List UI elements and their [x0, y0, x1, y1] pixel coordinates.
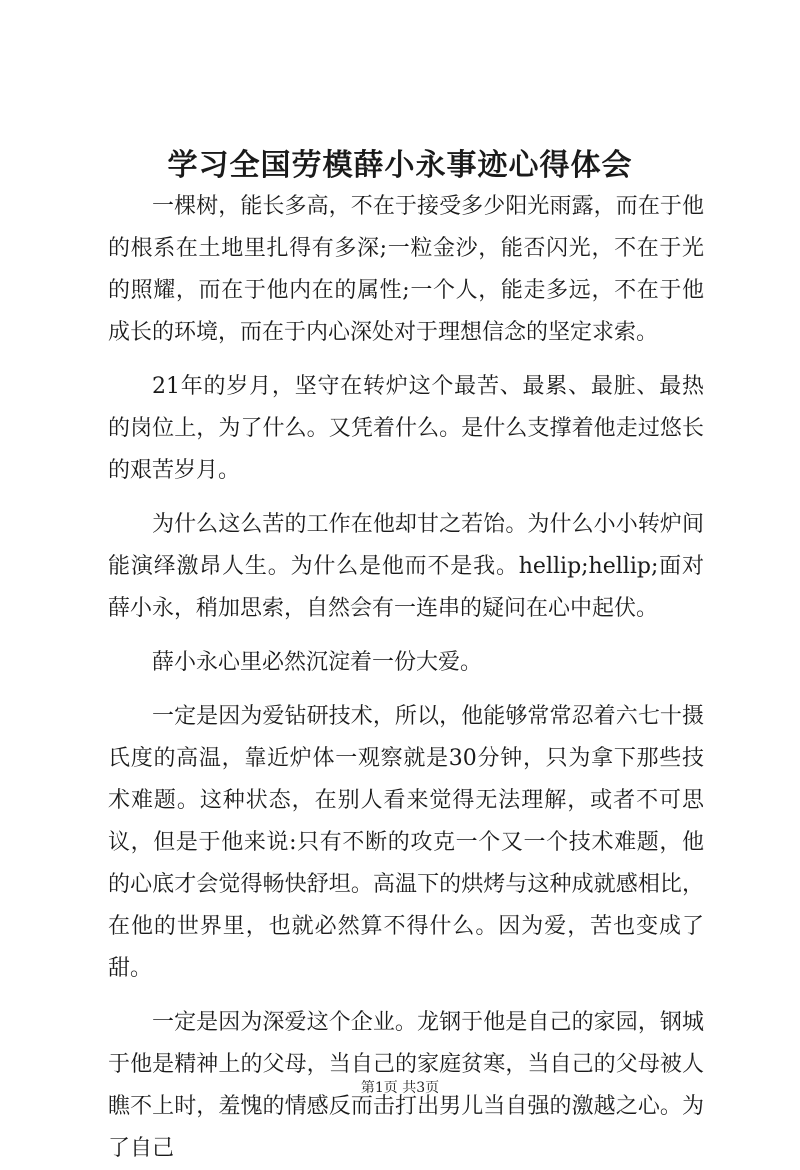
page-footer: 第1页 共3页: [360, 1080, 440, 1096]
paragraph: 21年的岁月，坚守在转炉这个最苦、最累、最脏、最热的岗位上，为了什么。又凭着什么。是什么支撑着他走过悠长的艰苦岁月。: [108, 374, 704, 483]
paragraph: 为什么这么苦的工作在他却甘之若饴。为什么小小转炉间能演绎激昂人生。为什么是他而不是我。hellip;hellip;面对薛小永，稍加思索，自然会有一连串的疑问在心中起伏。: [108, 512, 704, 621]
document-title: 学习全国劳模薛小永事迹心得体会: [167, 148, 633, 183]
paragraph: 一定是因为爱钻研技术，所以，他能够常常忍着六七十摄氏度的高温，靠近炉体一观察就是30分钟，只为拿下那些技术难题。这种状态，在别人看来觉得无法理解，或者不可思议，但是于他来说:只有不断的攻克一个又一个技术难题，他的心底才会觉得畅快舒坦。高温下的烘烤与这种成就感相比，在他的世界里，也就必然算不得什么。因为爱，苦也变成了甜。: [108, 704, 704, 981]
paragraph: 一定是因为深爱这个企业。龙钢于他是自己的家园，钢城于他是精神上的父母，当自己的家庭贫寒，当自己的父母被人瞧不上时，羞愧的情感反而击打出男儿当自强的激越之心。为了自己: [108, 1010, 704, 1161]
paragraph: 薛小永心里必然沉淀着一份大爱。: [152, 650, 483, 675]
document-body: [108, 186, 704, 1170]
paragraph: 一棵树，能长多高，不在于接受多少阳光雨露，而在于他的根系在土地里扎得有多深;一粒金沙，能否闪光，不在于光的照耀，而在于他内在的属性;一个人，能走多远，不在于他成长的环境，而在于内心深处对于理想信念的坚定求索。: [108, 194, 704, 345]
